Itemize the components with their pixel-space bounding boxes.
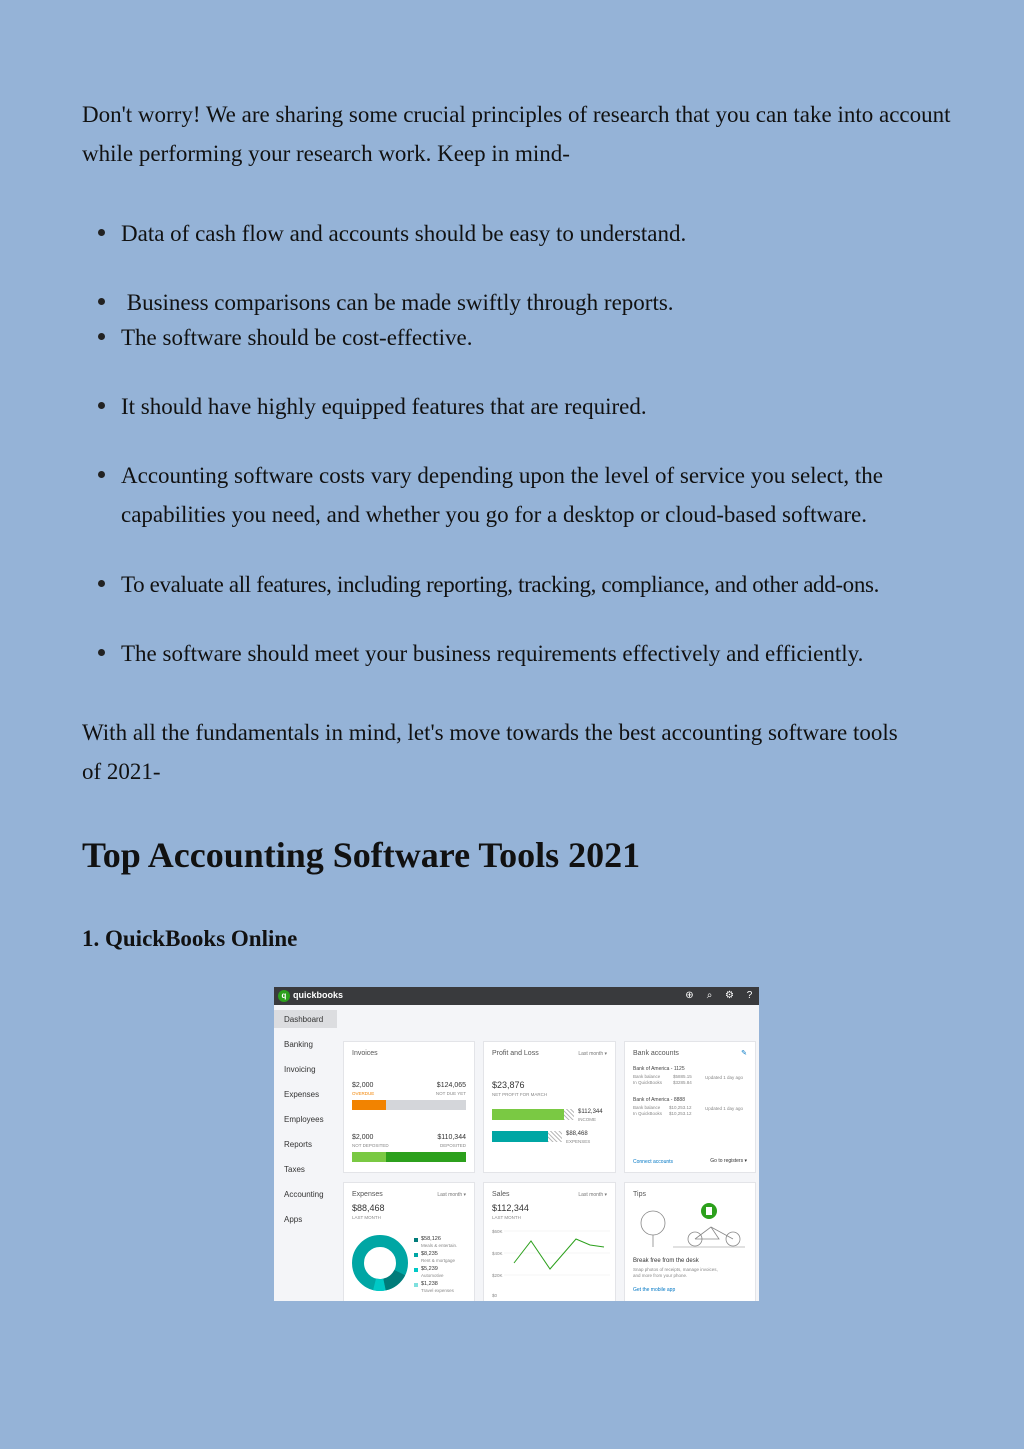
legend-amount: $5,239 xyxy=(421,1266,438,1272)
sales-ytick: $20K xyxy=(492,1273,503,1278)
legend-swatch xyxy=(414,1238,418,1242)
deposited-label: DEPOSITED xyxy=(439,1143,466,1148)
list-item xyxy=(98,214,998,253)
legend-swatch xyxy=(414,1253,418,1257)
list-item xyxy=(98,387,998,426)
list-item xyxy=(98,565,998,604)
sales-total: $112,344 xyxy=(492,1203,529,1213)
connect-accounts-link: Connect accounts xyxy=(633,1159,674,1165)
expenses-hatch xyxy=(548,1131,562,1142)
help-icon: ? xyxy=(746,990,753,1001)
legend-label: Rent & mortgage xyxy=(421,1258,456,1263)
qb-logo-icon: q xyxy=(278,990,290,1002)
go-to-registers: Go to registers ▾ xyxy=(710,1158,747,1164)
bullet-dot xyxy=(98,333,105,340)
list-item-text: Business comparisons can be made swiftly through reports. xyxy=(121,290,674,315)
account1-bank: $5885.15 xyxy=(673,1074,692,1079)
subsection-heading: 1. QuickBooks Online xyxy=(82,926,298,951)
expenses-title: Expenses xyxy=(352,1191,383,1198)
bullet-dot xyxy=(98,298,105,305)
legend-label: Travel expenses xyxy=(421,1288,454,1293)
legend-swatch xyxy=(414,1283,418,1287)
tips-body: and more from your phone. xyxy=(633,1273,688,1278)
list-item xyxy=(98,634,998,673)
invoices-card xyxy=(343,1041,475,1173)
expenses-bar xyxy=(492,1131,548,1142)
overdue-amount: $2,000 xyxy=(352,1082,374,1089)
intro-paragraph: Don't worry! We are sharing some crucial principles of research that you can take into account while performing your research work. Keep in mind- xyxy=(82,102,951,166)
quickbooks-screenshot xyxy=(274,987,759,1301)
account1-name: Bank of America - 1125 xyxy=(633,1066,685,1072)
account1-updated: Updated 1 day ago xyxy=(705,1075,744,1080)
nav-item-dashboard: Dashboard xyxy=(284,1015,324,1024)
account2-updated: Updated 1 day ago xyxy=(705,1106,744,1111)
sales-card xyxy=(483,1182,616,1301)
pnl-amount: $23,876 xyxy=(492,1080,525,1090)
tips-card xyxy=(624,1182,756,1301)
bank-accounts-card xyxy=(624,1041,756,1173)
sales-title: Sales xyxy=(492,1191,510,1198)
phone-illustration-icon xyxy=(633,1201,748,1249)
bullet-dot xyxy=(98,580,105,587)
sales-period: Last month ▾ xyxy=(578,1192,607,1198)
expenses-label: EXPENSES xyxy=(566,1139,591,1144)
notdeposited-bar xyxy=(352,1152,386,1162)
deposited-amount: $110,344 xyxy=(437,1134,466,1141)
nav-item-banking: Banking xyxy=(284,1040,313,1049)
overdue-bar xyxy=(352,1100,386,1110)
account2-bank: $10,253.12 xyxy=(669,1105,692,1110)
pnl-period: Last month ▾ xyxy=(578,1051,607,1057)
list-item-text: The software should meet your business requirements effectively and efficiently. xyxy=(121,641,864,666)
sales-total-label: LAST MONTH xyxy=(492,1215,521,1220)
sales-ytick: $0 xyxy=(492,1293,498,1298)
notdue-amount: $124,065 xyxy=(436,1082,466,1089)
list-item-text: To evaluate all features, including reporting, tracking, compliance, and other add-ons. xyxy=(121,572,879,597)
account2-bank-label: Bank balance xyxy=(633,1105,661,1110)
nav-item-expenses: Expenses xyxy=(284,1090,320,1099)
notdeposited-amount: $2,000 xyxy=(352,1134,374,1141)
tips-headline: Break free from the desk xyxy=(633,1258,699,1264)
profit-loss-card xyxy=(483,1041,616,1173)
income-amount: $112,344 xyxy=(578,1109,603,1115)
sales-line xyxy=(514,1239,604,1269)
bullet-dot xyxy=(98,229,105,236)
expenses-total: $88,468 xyxy=(352,1203,385,1213)
account1-bank-label: Bank balance xyxy=(633,1074,661,1079)
income-bar xyxy=(492,1109,564,1120)
income-hatch xyxy=(564,1109,574,1120)
legend-amount: $1,238 xyxy=(421,1281,438,1287)
expenses-donut xyxy=(350,1233,410,1293)
nav-item-invoicing: Invoicing xyxy=(284,1065,316,1074)
gear-icon: ⚙ xyxy=(725,990,734,1001)
pnl-label: NET PROFIT FOR MARCH xyxy=(492,1092,548,1097)
nav-item-apps: Apps xyxy=(284,1215,303,1224)
bullet-dot xyxy=(98,649,105,656)
pnl-title: Profit and Loss xyxy=(492,1050,539,1057)
sales-line-chart xyxy=(504,1227,610,1297)
list-item xyxy=(98,283,998,322)
list-item-text: The software should be cost-effective. xyxy=(121,325,473,350)
account1-qb-label: In QuickBooks xyxy=(633,1080,663,1085)
income-label: INCOME xyxy=(578,1117,596,1122)
list-item-text: Data of cash flow and accounts should be easy to understand. xyxy=(121,221,687,246)
bullet-dot xyxy=(98,402,105,409)
nav-item-reports: Reports xyxy=(284,1140,313,1149)
list-item xyxy=(98,318,998,357)
mobile-app-link: Get the mobile app xyxy=(633,1287,676,1293)
sales-ytick: $60K xyxy=(492,1229,503,1234)
notdeposited-label: NOT DEPOSITED xyxy=(352,1143,389,1148)
tips-body: Snap photos of receipts, manage invoices, xyxy=(633,1267,718,1272)
account2-qb-label: In QuickBooks xyxy=(633,1111,663,1116)
nav-item-employees: Employees xyxy=(284,1115,324,1124)
notdue-label: NOT DUE YET xyxy=(435,1091,466,1096)
expenses-amount: $88,468 xyxy=(566,1131,588,1137)
sales-ytick: $40K xyxy=(492,1251,503,1256)
overdue-label: OVERDUE xyxy=(352,1091,375,1096)
section-heading: Top Accounting Software Tools 2021 xyxy=(82,835,641,875)
edit-icon: ✎ xyxy=(741,1050,747,1057)
list-item xyxy=(98,456,958,534)
expenses-card xyxy=(343,1182,475,1301)
legend-label: Automotive xyxy=(421,1273,444,1278)
search-icon: ⌕ xyxy=(706,990,713,1001)
bank-title: Bank accounts xyxy=(633,1050,679,1057)
bullet-dot xyxy=(98,471,105,478)
qb-topbar xyxy=(274,987,759,1005)
tips-title: Tips xyxy=(633,1191,646,1198)
nav-item-taxes: Taxes xyxy=(284,1165,305,1174)
plus-icon: ⊕ xyxy=(685,990,694,1001)
deposited-bar xyxy=(386,1152,466,1162)
expenses-period: Last month ▾ xyxy=(437,1192,466,1198)
legend-label: Meals & entertain. xyxy=(421,1243,458,1248)
account2-name: Bank of America - 8888 xyxy=(633,1097,685,1103)
legend-swatch xyxy=(414,1268,418,1272)
expenses-total-label: LAST MONTH xyxy=(352,1215,381,1220)
outro-paragraph: With all the fundamentals in mind, let's move towards the best accounting software tools of 2021- xyxy=(82,720,898,784)
list-item-text: Accounting software costs vary depending upon the level of service you select, the capabilities you need, and whether you go for a desktop or cloud-based software. xyxy=(121,463,883,527)
invoices-title: Invoices xyxy=(352,1050,378,1057)
legend-amount: $58,126 xyxy=(421,1236,441,1242)
qb-brand: quickbooks xyxy=(293,990,344,1000)
notdue-bar xyxy=(386,1100,466,1110)
account2-qb: $10,253.12 xyxy=(669,1111,692,1116)
account1-qb: $3285.84 xyxy=(673,1080,692,1085)
list-item-text: It should have highly equipped features that are required. xyxy=(121,394,647,419)
qb-sidebar xyxy=(274,1005,340,1301)
legend-amount: $8,235 xyxy=(421,1251,438,1257)
nav-item-accounting: Accounting xyxy=(284,1190,324,1199)
